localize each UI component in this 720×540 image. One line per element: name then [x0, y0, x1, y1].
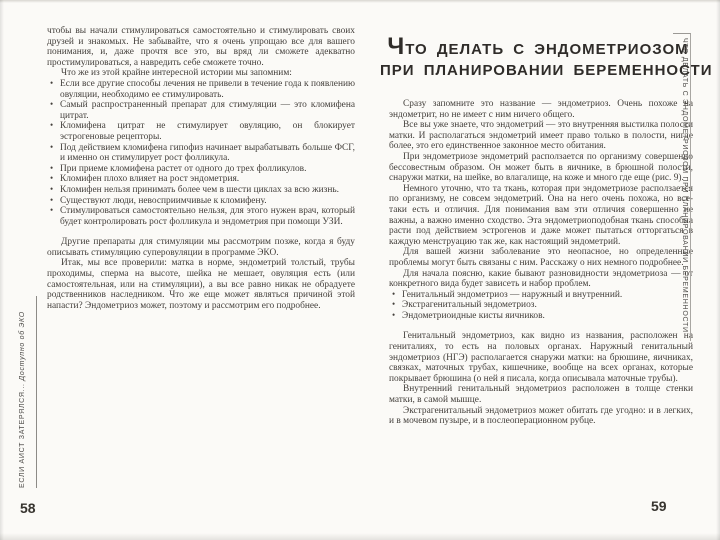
scan-edge-top [0, 0, 720, 3]
running-head-left [19, 296, 37, 488]
paragraph: Для вашей жизни заболевание это неопасное, но определенные проблемы могут быть связаны с ним. Расскажу о них немного подробнее. [389, 247, 693, 268]
list-item-text: Под действием кломифена гипофиз начинает вырабатывать больше ФСГ, и именно он стимулирует рост фолликула. [60, 142, 355, 164]
list-item [47, 164, 355, 175]
right-page-text-column [389, 99, 693, 427]
list-item [47, 174, 355, 185]
book-subtitle: Доступно об ЭКО [19, 311, 26, 381]
list-item [47, 185, 355, 196]
left-page-text-column [47, 26, 355, 311]
bullet-icon: • [392, 299, 396, 310]
paragraph: Все вы уже знаете, что эндометрий — это внутренняя выстилка полости матки. И располагаться эндометрий имеет право только в полости, нигде более, это его единственное законное место обитания. [389, 120, 693, 152]
scan-edge-left [0, 0, 4, 540]
list-item-text: При приеме кломифена растет от одного до трех фолликулов. [60, 163, 307, 174]
bullet-icon: • [50, 173, 54, 184]
list-item-text: Кломифен плохо влияет на рост эндометрия. [60, 174, 240, 185]
page-number: 58 [20, 500, 36, 516]
chapter-title-line1 [380, 33, 696, 60]
paragraph: Немного уточню, что та ткань, которая при эндометриозе расползается по организму, не совсем эндометрий. Она на него очень похожа, но все-таки есть и отличия. Для понимания вам эти отличия совершенно не важны, а важно именно сходство. Эта эндометриоподобная ткань способна расти под действием эстрогенов и даже может пытаться отторгаться в каждую менструацию так же, как настоящий эндометрий. [389, 183, 693, 247]
list-item-text: Генитальный эндометриоз — наружный и внутренний. [402, 289, 623, 300]
list-item [389, 290, 693, 301]
bullet-icon: • [50, 205, 54, 216]
list-item-text: Самый распространенный препарат для стимуляции — это кломифена цитрат. [60, 100, 355, 121]
bullet-icon: • [392, 309, 396, 320]
list-item [47, 206, 355, 227]
list-item [47, 79, 355, 100]
paragraph: Для начала поясню, какие бывают разновидности эндометриоза — от конкретного вида будет зависеть и набор проблем. [389, 268, 693, 290]
bullet-icon: • [50, 77, 54, 88]
list-item [47, 143, 355, 164]
list-item [47, 196, 355, 207]
paragraph-gap [47, 227, 355, 237]
list-item-text: Кломифена цитрат не стимулирует овуляцию, он блокирует эстрогеновые рецепторы. [60, 121, 355, 142]
scan-edge-right [716, 0, 720, 540]
list-item [47, 100, 355, 121]
bullet-list [47, 79, 355, 227]
paragraph: Итак, мы все проверили: матка в норме, эндометрий толстый, трубы проходимы, сперма на высоте, шейка не мешает, овуляция есть (или самостоятельная, или на стимуляции), а вы все равно никак не обрадуете родственников наследником. Что же еще может являться причиной этой напасти? Эндометриоз может, поэтому и рассмотрим его подробнее. [47, 258, 355, 311]
bullet-icon: • [50, 141, 54, 152]
paragraph: чтобы вы начали стимулироваться самостоятельно и стимулировать своих друзей и знакомых. Не забывайте, что я очень упрощаю все для вашего понимания, и, даже прочтя все это, вы вряд ли сможете адекватно простимулироваться, а навредить себе сможете точно. [47, 26, 355, 68]
chapter-title-line2: ПРИ ПЛАНИРОВАНИИ БЕРЕМЕННОСТИ [380, 62, 713, 79]
paragraph: Сразу запомните это название — эндометриоз. Очень похоже на эндометрит, но не имеет с ним ничего общего. [389, 99, 693, 120]
chapter-title [380, 33, 713, 81]
scan-edge-bottom [0, 533, 720, 540]
paragraph: Генитальный эндометриоз, как видно из названия, расположен на гениталиях, то есть на половых органах. Наружный генитальный эндометриоз (НГЭ) располагается снаружи матки: на брюшине, яичниках, связках, маточных трубах, кишечнике, вообще на всех органах, которые покрывает брюшина (о ней я писала, когда описывала маточные трубы). [389, 331, 693, 384]
page-number: 59 [651, 498, 667, 514]
bullet-icon: • [392, 288, 396, 299]
list-item-text: Экстрагенитальный эндометриоз. [402, 300, 537, 311]
list-item [389, 300, 693, 311]
paragraph: При эндометриозе эндометрий расползается по организму совершенно бессовестным образом. Он может быть в яичнике, в брюшной полости, снаружи матки, на шейке, во влагалище, на коже и много где еще (рис. 9). [389, 151, 693, 184]
bullet-icon: • [50, 162, 54, 173]
list-item-text: Кломифен нельзя принимать более чем в шести циклах за всю жизнь. [60, 184, 339, 195]
book-title: ЕСЛИ АИСТ ЗАТЕРЯЛСЯ... [19, 380, 26, 488]
bullet-icon: • [50, 183, 54, 194]
chapter-title-line1-text: ТО ДЕЛАТЬ С ЭНДОМЕТРИОЗОМ [405, 41, 689, 58]
list-item-text: Существуют люди, невосприимчивые к кломифену. [60, 195, 267, 206]
paragraph: Внутренний генитальный эндометриоз расположен в толще стенки матки, в самой мышце. [389, 384, 693, 406]
list-item-text: Если все другие способы лечения не привели в течение года к появлению овуляции, необходимо ее стимулировать. [60, 78, 355, 100]
list-item-text: Стимулироваться самостоятельно нельзя, для этого нужен врач, который будет контролировать рост фолликула и эндометрия при помощи УЗИ. [60, 206, 355, 227]
list-item [47, 121, 355, 142]
list-item-text: Эндометриоидные кисты яичников. [402, 310, 545, 321]
paragraph: Что же из этой крайне интересной истории мы запомним: [61, 68, 292, 79]
bullet-icon: • [50, 120, 54, 131]
list-item [389, 311, 693, 322]
bullet-icon: • [50, 99, 54, 110]
paragraph-gap [389, 321, 693, 331]
running-head-right: ЧТО ДЕЛАТЬ С ЭНДОМЕТРИОЗОМ ПРИ ПЛАНИРОВАНИИ БЕРЕМЕННОСТИ [673, 33, 691, 341]
bullet-list [389, 290, 693, 322]
paragraph: Другие препараты для стимуляции мы рассмотрим позже, когда я буду описывать стимуляцию суперовуляции в программе ЭКО. [47, 237, 355, 258]
bullet-icon: • [50, 194, 54, 205]
paragraph: Экстрагенитальный эндометриоз может обитать где угодно: и в легких, и в мочевом пузыре, и в послеоперационном рубце. [389, 405, 693, 427]
chapter-title-initial: Ч [387, 33, 406, 60]
